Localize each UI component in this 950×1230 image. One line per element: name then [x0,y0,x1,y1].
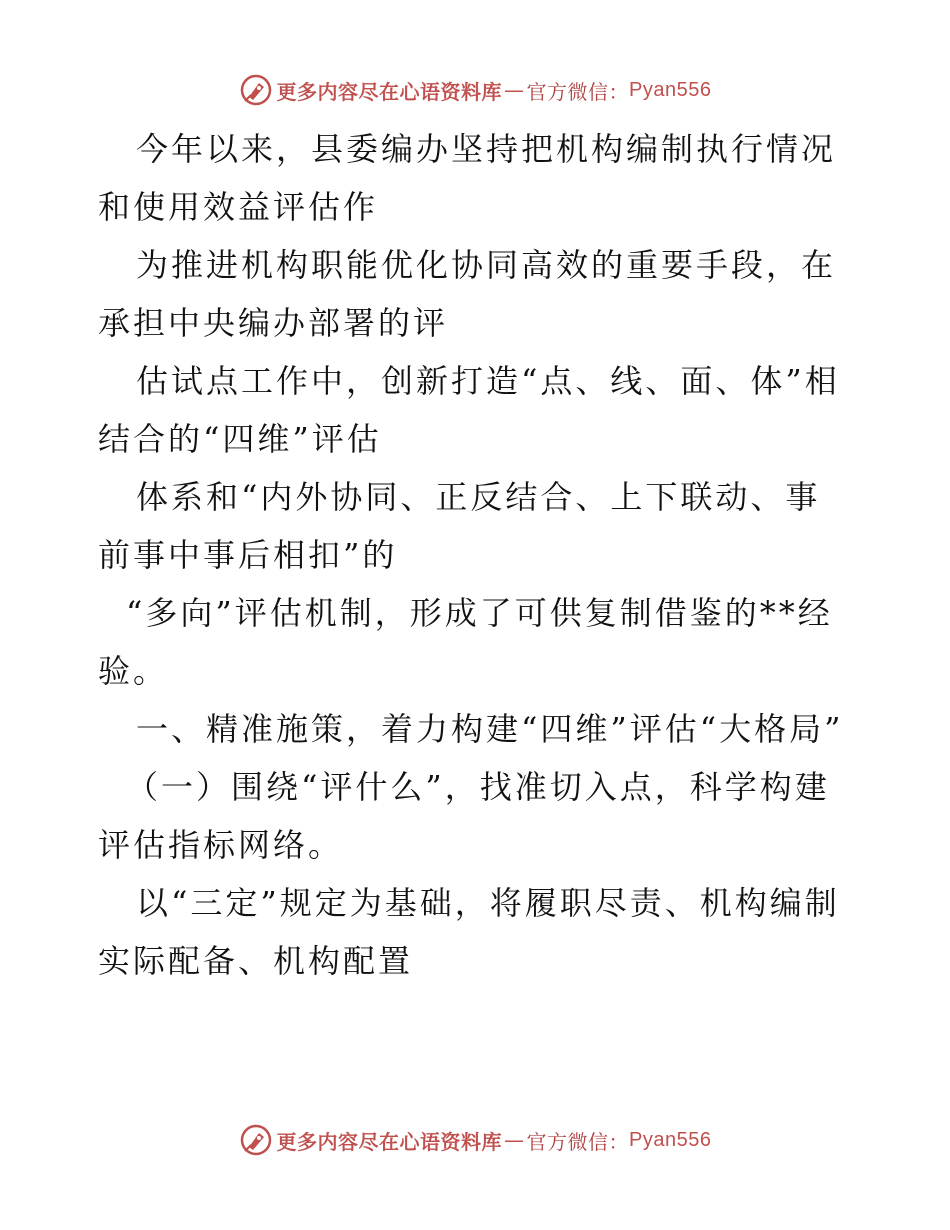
footer-banner [0,1120,950,1160]
banner-separator: — [504,78,525,102]
subsection-heading: （一）围绕“评什么”，找准切入点，科学构建评估指标网络。 [98,768,830,864]
banner-wechat-label: 官方微信： [526,1129,630,1154]
banner-wechat-label: 官方微信： [526,79,630,104]
banner-brand: 更多内容尽在心语资料库 [276,79,503,104]
paragraph: 今年以来，县委编办坚持把机构编制执行情况和使用效益评估作 [98,130,837,226]
paragraph: 估试点工作中，创新打造“点、线、面、体”相结合的“四维”评估 [98,362,840,458]
header-banner [0,70,950,110]
banner-wechat-id: Pyan556 [629,1128,712,1151]
paragraph: 体系和“内外协同、正反结合、上下联动、事前事中事后相扣”的 [98,478,821,574]
paragraph: “多向”评估机制，形成了可供复制借鉴的**经验。 [98,594,833,690]
paragraph: 以“三定”规定为基础，将履职尽责、机构编制实际配备、机构配置 [98,884,840,980]
banner-wechat-id: Pyan556 [629,78,712,101]
document-body [98,120,854,990]
banner-separator: — [504,1128,525,1152]
pen-nib-icon [239,1123,273,1157]
paragraph: 为推进机构职能优化协同高效的重要手段，在承担中央编办部署的评 [98,246,837,342]
section-heading: 一、精准施策，着力构建“四维”评估“大格局” [136,710,844,748]
pen-nib-icon [239,73,273,107]
banner-brand: 更多内容尽在心语资料库 [276,1129,503,1154]
